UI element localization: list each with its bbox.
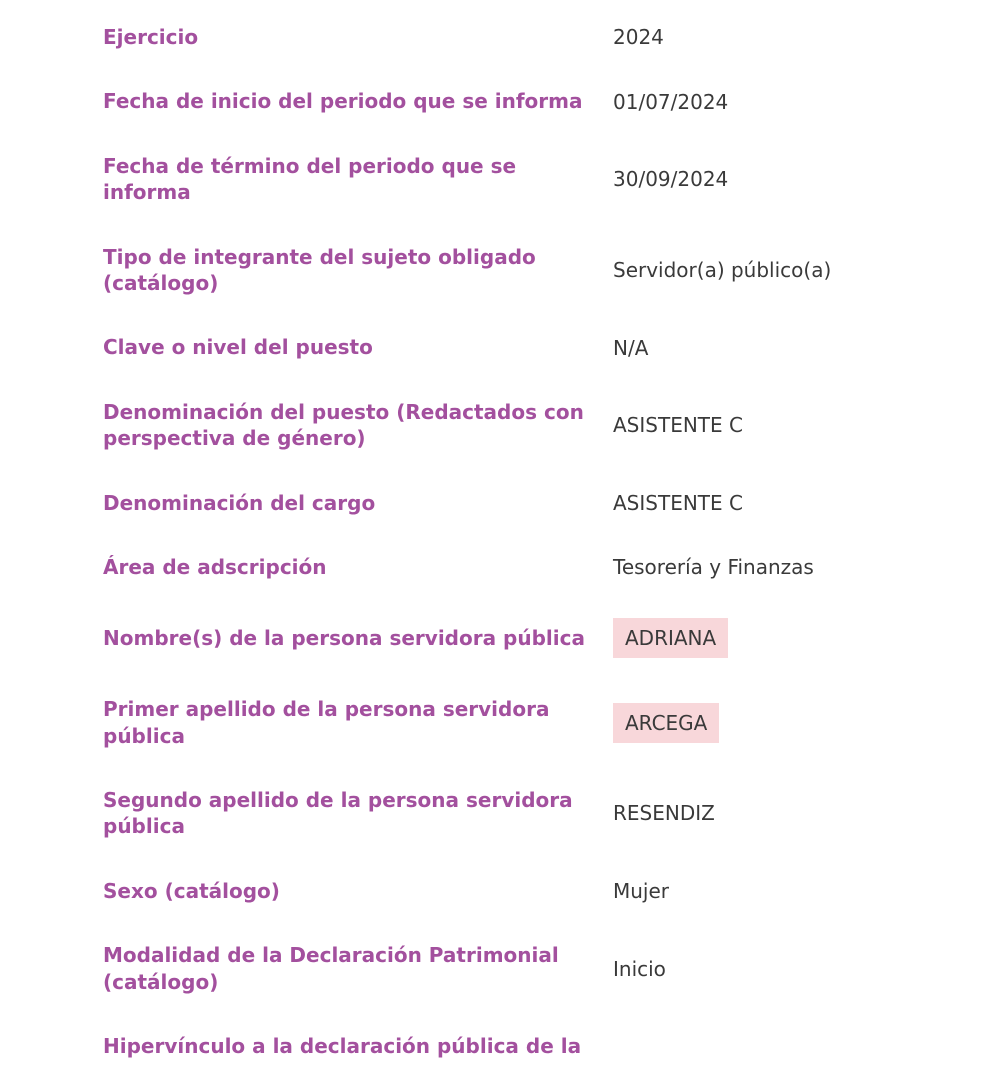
field-label: Segundo apellido de la persona servidora pública	[103, 788, 573, 839]
table-row	[103, 599, 903, 677]
field-label: Primer apellido de la persona servidora pública	[103, 697, 550, 748]
field-label: Hipervínculo a la declaración pública de la	[103, 1034, 582, 1059]
field-value: Tesorería y Finanzas	[613, 555, 814, 580]
field-label: Ejercicio	[103, 25, 199, 49]
field-value: 2024	[613, 25, 664, 50]
field-value: RESENDIZ	[613, 801, 715, 826]
field-value	[613, 618, 728, 658]
table-row	[103, 768, 903, 859]
field-label: Tipo de integrante del sujeto obligado (catálogo)	[103, 244, 536, 295]
table-row	[103, 923, 903, 1014]
table-row	[103, 225, 903, 316]
field-value: ASISTENTE C	[613, 490, 743, 515]
table-row	[103, 535, 903, 599]
field-value	[613, 703, 719, 743]
field-label: Fecha de término del periodo que se informa	[103, 153, 517, 205]
field-value: ASISTENTE C	[613, 413, 743, 438]
table-row	[103, 471, 903, 535]
table-row	[103, 5, 903, 69]
field-value: 30/09/2024	[613, 167, 729, 192]
field-label: Área de adscripción	[103, 554, 327, 579]
field-value: Servidor(a) público(a)	[613, 257, 832, 282]
field-value: Inicio	[613, 956, 666, 981]
table-row	[103, 134, 903, 225]
table-row	[103, 380, 903, 471]
field-value: 01/07/2024	[613, 89, 729, 114]
field-label: Denominación del cargo	[103, 490, 376, 515]
highlighted-value: ADRIANA	[613, 618, 728, 658]
field-label: Nombre(s) de la persona servidora pública	[103, 626, 585, 651]
field-label: Clave o nivel del puesto	[103, 335, 373, 360]
field-label: Modalidad de la Declaración Patrimonial (catálogo)	[103, 943, 559, 994]
table-row	[103, 677, 903, 768]
field-value: N/A	[613, 335, 649, 360]
field-label: Sexo (catálogo)	[103, 878, 280, 903]
table-row	[103, 315, 903, 379]
field-label: Fecha de inicio del periodo que se informa	[103, 89, 583, 114]
table-row	[103, 69, 903, 133]
table-row	[103, 859, 903, 923]
field-label: Denominación del puesto (Redactados con perspectiva de género)	[103, 399, 584, 451]
highlighted-value: ARCEGA	[613, 703, 719, 743]
field-value: Mujer	[613, 879, 670, 904]
